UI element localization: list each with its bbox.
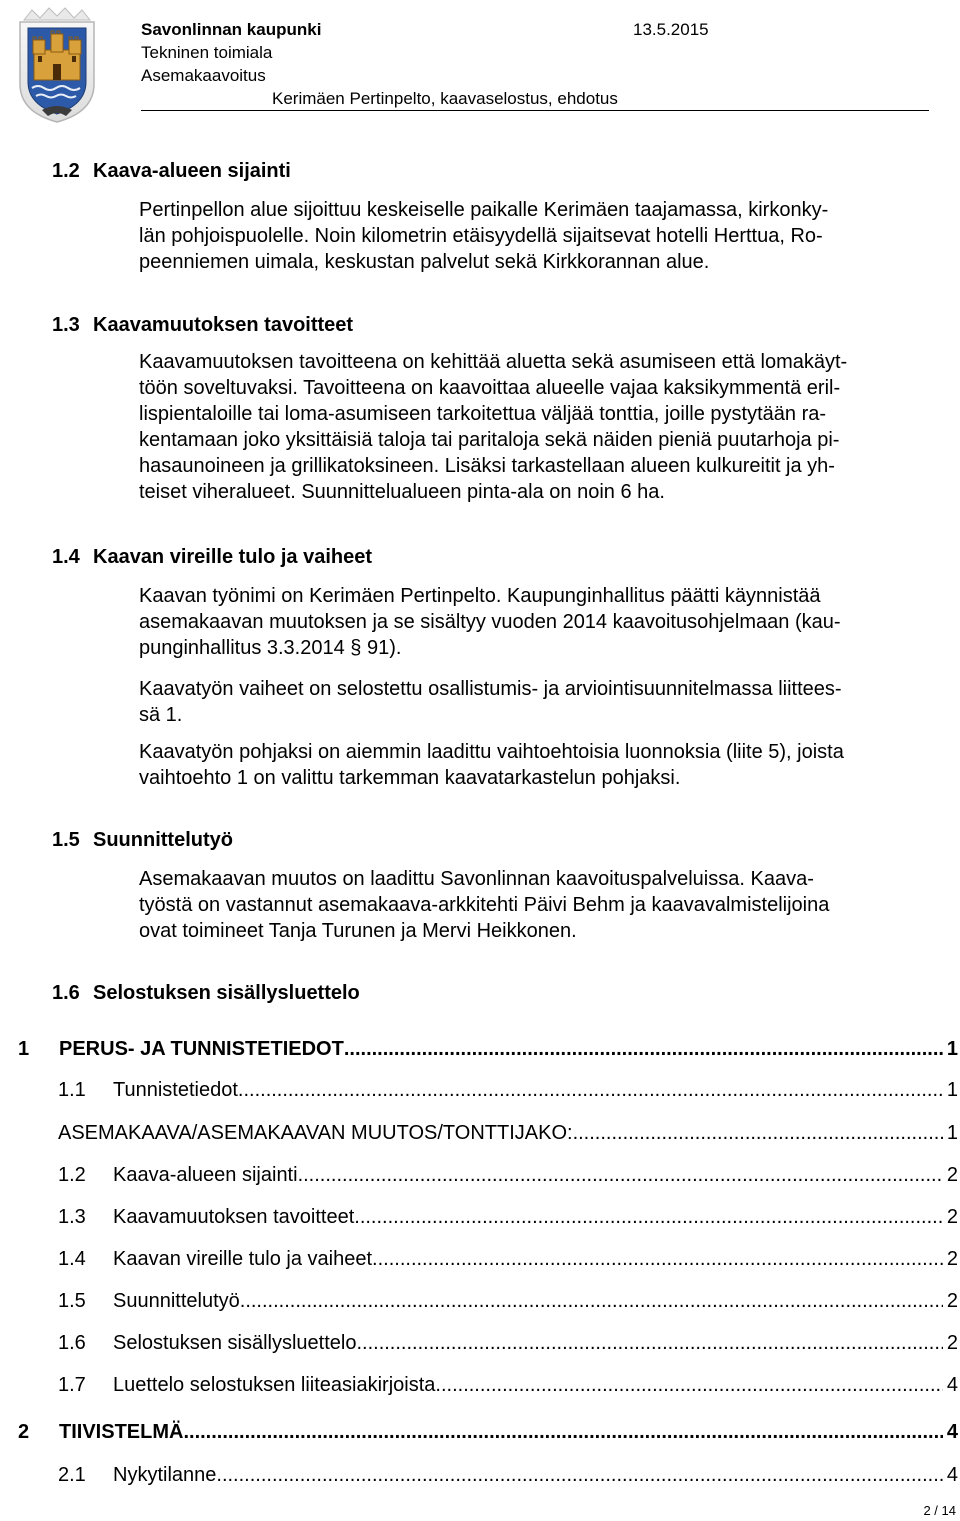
text-line: Kaavatyön vaiheet on selostettu osallistumis- ja arviointisuunnitelmassa liittees- <box>139 678 842 700</box>
toc-entry-number: 1.3 <box>58 1206 86 1228</box>
toc-entry-page: 4 <box>946 1374 958 1396</box>
toc-entry-number: 1.5 <box>58 1290 86 1312</box>
section-title: Kaava-alueen sijainti <box>93 160 291 182</box>
text-line: vaihtoehto 1 on valittu tarkemman kaavatarkastelun pohjaksi. <box>139 767 681 789</box>
section-heading-1-4 <box>52 545 372 569</box>
header-divider <box>141 110 929 111</box>
text-line: Pertinpellon alue sijoittuu keskeiselle paikalle Kerimäen taajamassa, kirkonky- <box>139 199 829 221</box>
toc-entry-title: Luettelo selostuksen liiteasiakirjoista <box>113 1374 436 1396</box>
unit-name: Asemakaavoitus <box>141 66 266 85</box>
section-number: 1.6 <box>52 982 80 1004</box>
toc-leader-dots <box>435 1372 942 1398</box>
text-line: Kaavamuutoksen tavoitteena on kehittää aluetta sekä asumiseen että lomakäyt- <box>139 351 848 373</box>
text-line: asemakaavan muutoksen ja se sisältyy vuoden 2014 kaavoitusohjelmaan (kau- <box>139 611 841 633</box>
toc-entry-title: Selostuksen sisällysluettelo <box>113 1332 357 1354</box>
toc-entry-page: 4 <box>946 1421 958 1443</box>
text-line: län pohjoispuolelle. Noin kilometrin etäisyydellä sijaitsevat hotelli Herttua, Ro- <box>139 225 823 247</box>
toc-entry-number: 2 <box>18 1421 30 1443</box>
toc-entry-number: 1 <box>18 1038 30 1060</box>
toc-entry-title: Kaavan vireille tulo ja vaiheet <box>113 1248 373 1270</box>
toc-entry-page: 2 <box>946 1332 958 1354</box>
section-number: 1.3 <box>52 314 80 336</box>
toc-entry-title: Suunnittelutyö <box>113 1290 240 1312</box>
text-line: Kaavatyön pohjaksi on aiemmin laadittu vaihtoehtoisia luonnoksia (liite 5), joista <box>139 741 844 763</box>
toc-leader-dots <box>216 1462 942 1488</box>
section-heading-1-6 <box>52 981 360 1005</box>
section-number: 1.4 <box>52 546 80 568</box>
toc-leader-dots <box>344 1036 943 1062</box>
text-line: Kaavan työnimi on Kerimäen Pertinpelto. Kaupunginhallitus päätti käynnistää <box>139 585 821 607</box>
toc-entry[interactable] <box>58 1204 958 1230</box>
toc-entry[interactable] <box>18 1419 958 1445</box>
text-line: Asemakaavan muutos on laadittu Savonlinnan kaavoituspalveluissa. Kaava- <box>139 868 814 890</box>
toc-entry-page: 1 <box>946 1122 958 1144</box>
toc-entry[interactable] <box>58 1120 958 1146</box>
section-number: 1.5 <box>52 829 80 851</box>
section-heading-1-5 <box>52 828 233 852</box>
toc-entry-number: 1.7 <box>58 1374 86 1396</box>
text-line: teiset viheralueet. Suunnittelualueen pinta-ala on noin 6 ha. <box>139 481 665 503</box>
toc-entry-page: 1 <box>946 1038 958 1060</box>
toc-entry-page: 2 <box>946 1206 958 1228</box>
section-paragraph <box>139 676 954 728</box>
toc-entry-title: Nykytilanne <box>113 1464 217 1486</box>
text-line: punginhallitus 3.3.2014 § 91). <box>139 637 402 659</box>
toc-entry-number: 1.1 <box>58 1079 86 1101</box>
section-heading-1-3 <box>52 313 353 337</box>
section-title: Suunnittelutyö <box>93 829 233 851</box>
toc-entry[interactable] <box>58 1162 958 1188</box>
toc-entry-page: 2 <box>946 1290 958 1312</box>
document-title: Kerimäen Pertinpelto, kaavaselostus, ehdotus <box>272 89 618 108</box>
toc-entry[interactable] <box>58 1077 958 1103</box>
toc-entry-number: 2.1 <box>58 1464 86 1486</box>
organization-name: Savonlinnan kaupunki <box>141 20 322 39</box>
page-number: 2 / 14 <box>923 1503 956 1518</box>
section-title: Kaavamuutoksen tavoitteet <box>93 314 354 336</box>
toc-entry-page: 2 <box>946 1248 958 1270</box>
toc-entry[interactable] <box>58 1330 958 1356</box>
section-paragraph <box>139 739 954 791</box>
toc-entry-number: 1.4 <box>58 1248 86 1270</box>
toc-entry-number: 1.6 <box>58 1332 86 1354</box>
toc-entry-title: ASEMAKAAVA/ASEMAKAAVAN MUUTOS/TONTTIJAKO: <box>58 1122 573 1144</box>
toc-leader-dots <box>183 1419 942 1445</box>
toc-entry-page: 4 <box>946 1464 958 1486</box>
department-name: Tekninen toimiala <box>141 43 273 62</box>
toc-leader-dots <box>573 1120 943 1146</box>
toc-entry-title: Tunnistetiedot <box>113 1079 238 1101</box>
toc-entry-title: Kaava-alueen sijainti <box>113 1164 298 1186</box>
text-line: peenniemen uimala, keskustan palvelut sekä Kirkkorannan alue. <box>139 251 710 273</box>
toc-leader-dots <box>238 1077 943 1103</box>
section-title: Selostuksen sisällysluettelo <box>93 982 360 1004</box>
text-line: ovat toimineet Tanja Turunen ja Mervi Heikkonen. <box>139 920 577 942</box>
section-number: 1.2 <box>52 160 80 182</box>
section-paragraph <box>139 197 954 275</box>
toc-entry-page: 1 <box>946 1079 958 1101</box>
section-heading-1-2 <box>52 159 291 183</box>
toc-entry[interactable] <box>58 1288 958 1314</box>
coat-of-arms-icon <box>16 6 98 124</box>
toc-entry-title: PERUS- JA TUNNISTETIEDOT <box>59 1038 344 1060</box>
text-line: hasaunoineen ja grillikatoksineen. Lisäksi tarkastellaan alueen kulkureitit ja yh- <box>139 455 835 477</box>
text-line: työstä on vastannut asemakaava-arkkitehti Päivi Behm ja kaavavalmistelijoina <box>139 894 830 916</box>
text-line: lispientaloille tai loma-asumiseen tarkoitettua väljää tonttia, joille pystytään ra- <box>139 403 827 425</box>
toc-leader-dots <box>356 1330 942 1356</box>
text-line: töön soveltuvaksi. Tavoitteena on kaavoittaa alueelle vajaa kaksikymmentä eril- <box>139 377 841 399</box>
toc-leader-dots <box>240 1288 943 1314</box>
toc-leader-dots <box>372 1246 943 1272</box>
text-line: sä 1. <box>139 704 183 726</box>
document-date: 13.5.2015 <box>633 20 709 39</box>
toc-leader-dots <box>354 1204 943 1230</box>
toc-entry-title: Kaavamuutoksen tavoitteet <box>113 1206 355 1228</box>
section-paragraph <box>139 349 954 505</box>
toc-entry-title: TIIVISTELMÄ <box>59 1421 184 1443</box>
toc-entry[interactable] <box>58 1372 958 1398</box>
toc-entry[interactable] <box>58 1462 958 1488</box>
toc-entry-page: 2 <box>946 1164 958 1186</box>
section-title: Kaavan vireille tulo ja vaiheet <box>93 546 373 568</box>
toc-entry-number: 1.2 <box>58 1164 86 1186</box>
text-line: kentamaan joko yksittäisiä taloja tai paritaloja sekä näiden pieniä puutarhoja pi- <box>139 429 840 451</box>
section-paragraph <box>139 583 954 661</box>
section-paragraph <box>139 866 954 944</box>
toc-leader-dots <box>298 1162 943 1188</box>
toc-entry[interactable] <box>18 1036 958 1062</box>
toc-entry[interactable] <box>58 1246 958 1272</box>
